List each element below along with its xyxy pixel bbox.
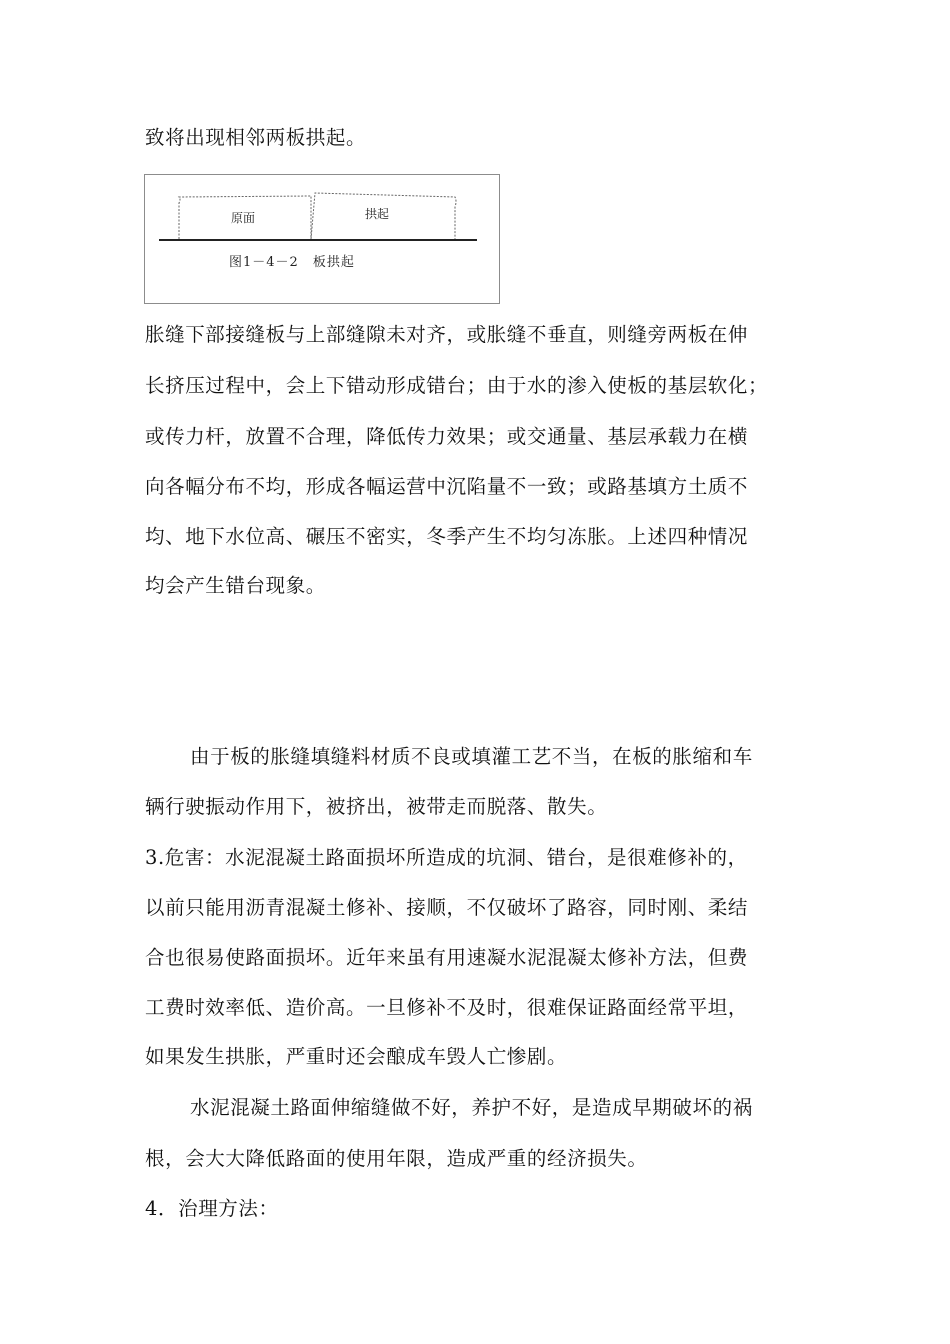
paragraph-line: 根，会大大降低路面的使用年限，造成严重的经济损失。 <box>145 1147 648 1170</box>
right-slab-label: 拱起 <box>365 207 390 221</box>
paragraph-line: 水泥混凝土路面伸缩缝做不好，养护不好，是造成早期破坏的祸 <box>190 1096 753 1119</box>
paragraph-line: 向各幅分布不均，形成各幅运营中沉陷量不一致；或路基填方土质不 <box>145 475 749 498</box>
paragraph-line: 4．治理方法： <box>145 1197 279 1220</box>
figure-slab-arching <box>144 174 500 304</box>
figure-caption: 图1－4－2 板拱起 <box>229 255 355 270</box>
paragraph-line: 辆行驶振动作用下，被挤出，被带走而脱落、散失。 <box>145 795 608 818</box>
paragraph-line: 工费时效率低、造价高。一旦修补不及时，很难保证路面经常平坦， <box>145 996 749 1019</box>
paragraph-line: 长挤压过程中，会上下错动形成错台；由于水的渗入使板的基层软化； <box>145 374 769 397</box>
paragraph-line: 均会产生错台现象。 <box>145 574 326 597</box>
paragraph-line: 3.危害：水泥混凝土路面损坏所造成的坑洞、错台，是很难修补的， <box>145 846 748 869</box>
paragraph-line: 合也很易使路面损坏。近年来虽有用速凝水泥混凝太修补方法，但费 <box>145 946 749 969</box>
paragraph-line: 如果发生拱胀，严重时还会酿成车毁人亡惨剧。 <box>145 1045 568 1068</box>
paragraph-line: 或传力杆，放置不合理，降低传力效果；或交通量、基层承载力在横 <box>145 425 749 448</box>
slab-arching-diagram <box>145 175 499 303</box>
paragraph-line: 胀缝下部接缝板与上部缝隙未对齐，或胀缝不垂直，则缝旁两板在伸 <box>145 323 749 346</box>
paragraph-line: 由于板的胀缝填缝料材质不良或填灌工艺不当，在板的胀缩和车 <box>190 745 753 768</box>
paragraph-line: 以前只能用沥青混凝土修补、接顺，不仅破坏了路容，同时刚、柔结 <box>145 896 749 919</box>
paragraph-line: 均、地下水位高、碾压不密实，冬季产生不均匀冻胀。上述四种情况 <box>145 525 749 548</box>
paragraph-line: 致将出现相邻两板拱起。 <box>145 126 367 149</box>
left-slab-label: 原面 <box>231 211 256 225</box>
